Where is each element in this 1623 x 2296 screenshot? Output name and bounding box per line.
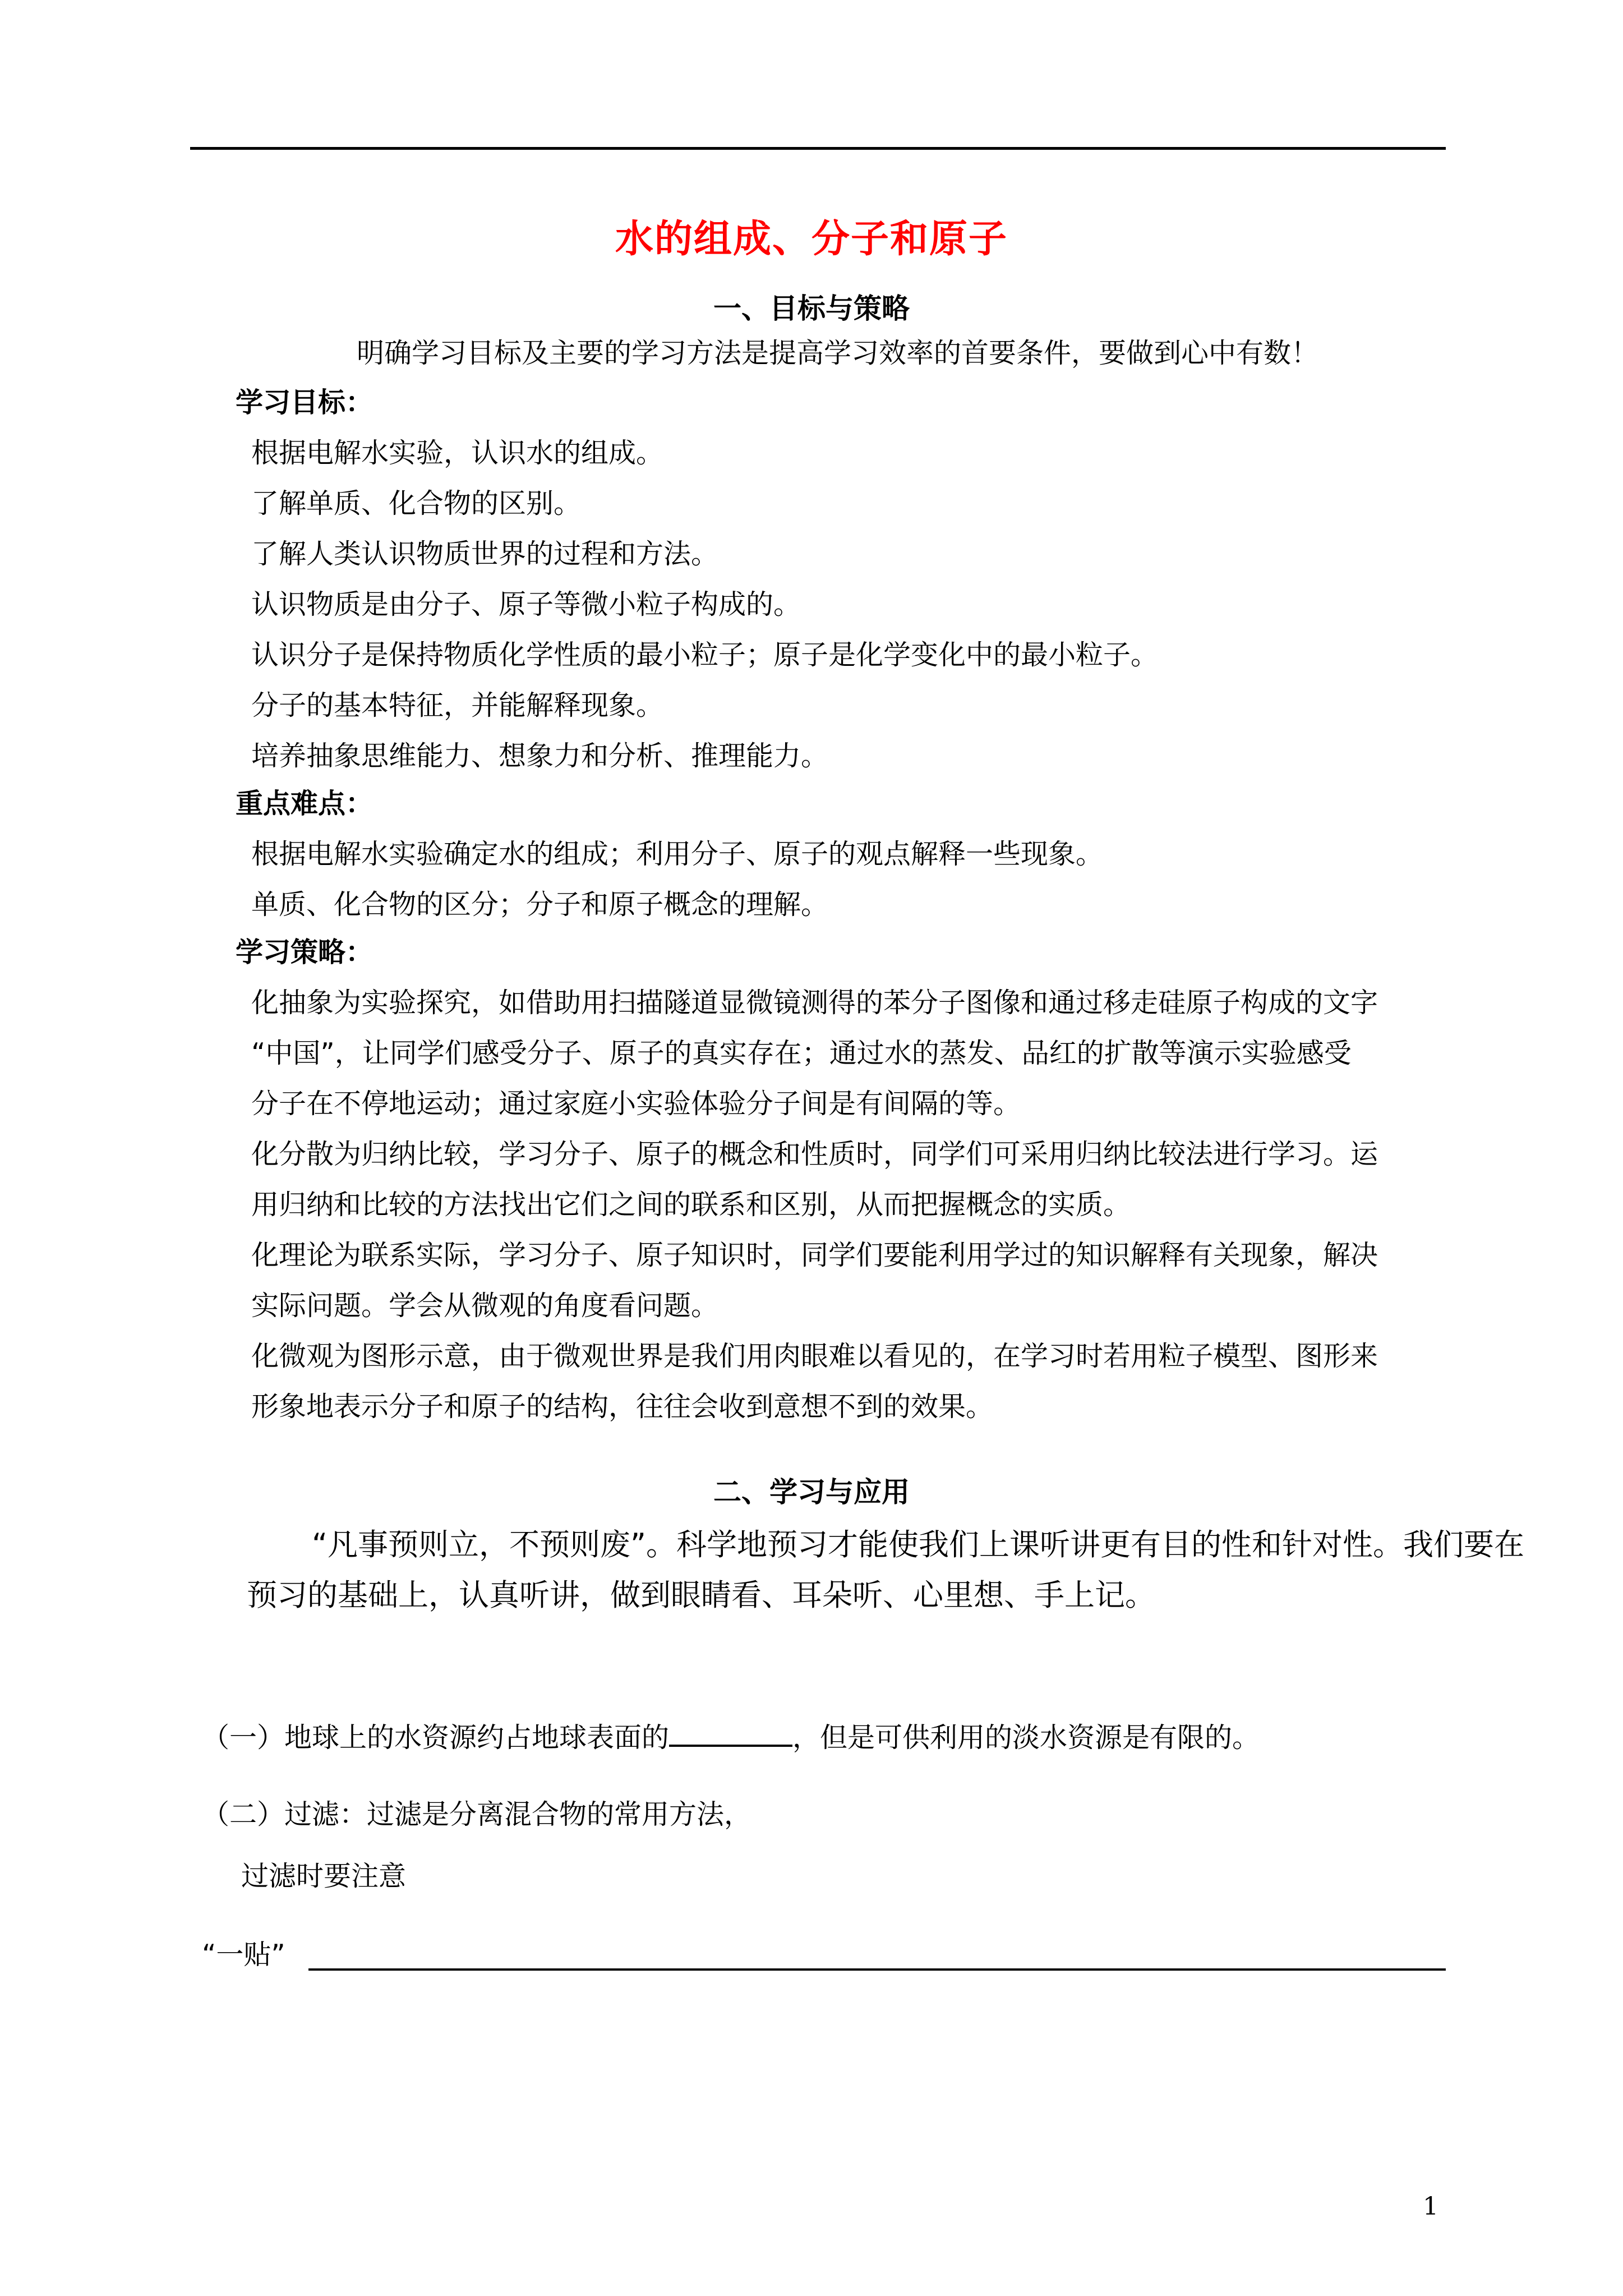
- strategy-line: 化微观为图形示意，由于微观世界是我们用肉眼难以看见的，在学习时若用粒子模型、图形来: [251, 1340, 1378, 1372]
- goal-item: 培养抽象思维能力、想象力和分析、推理能力。: [251, 740, 829, 772]
- strategy-line: 形象地表示分子和原子的结构，往往会收到意想不到的效果。: [251, 1391, 994, 1423]
- goal-item: 根据电解水实验，认识水的组成。: [251, 437, 664, 469]
- page-number: 1: [1423, 2192, 1438, 2221]
- quote-line: “凡事预则立，不预则废”。科学地预习才能使我们上课听讲更有目的性和针对性。我们要在: [312, 1527, 1524, 1562]
- goal-item: 分子的基本特征，并能解释现象。: [251, 689, 664, 721]
- section1-heading: 一、目标与策略: [713, 292, 910, 325]
- strategy-line: 分子在不停地运动；通过家庭小实验体验分子间是有间隔的等。: [251, 1088, 1021, 1120]
- question-2: （二）过滤：过滤是分离混合物的常用方法，: [202, 1798, 752, 1830]
- key-point-item: 单质、化合物的区分；分子和原子概念的理解。: [251, 889, 829, 921]
- goal-item: 了解人类认识物质世界的过程和方法。: [251, 538, 719, 570]
- key-point-item: 根据电解水实验确定水的组成；利用分子、原子的观点解释一些现象。: [251, 838, 1104, 870]
- strategy-line: 化分散为归纳比较，学习分子、原子的概念和性质时，同学们可采用归纳比较法进行学习。运: [251, 1138, 1378, 1170]
- goal-item: 了解单质、化合物的区别。: [251, 487, 582, 519]
- strategy-line: 实际问题。学会从微观的角度看问题。: [251, 1290, 719, 1322]
- question-1-prefix: （一）地球上的水资源约占地球表面的: [202, 1722, 670, 1754]
- goal-item: 认识分子是保持物质化学性质的最小粒子；原子是化学变化中的最小粒子。: [251, 639, 1159, 671]
- strategy-line: 化理论为联系实际，学习分子、原子知识时，同学们要能利用学过的知识解释有关现象，解决: [251, 1239, 1378, 1271]
- strategy-line: “中国”，让同学们感受分子、原子的真实存在；通过水的蒸发、品红的扩散等演示实验感受: [251, 1037, 1352, 1069]
- page-title: 水的组成、分子和原子: [615, 217, 1008, 261]
- answer-blank[interactable]: [669, 1722, 792, 1747]
- goal-item: 认识物质是由分子、原子等微小粒子构成的。: [251, 588, 801, 620]
- strategy-line: 用归纳和比较的方法找出它们之间的联系和区别，从而把握概念的实质。: [251, 1189, 1131, 1221]
- question-1-suffix: ，但是可供利用的淡水资源是有限的。: [792, 1722, 1260, 1754]
- strategy-line: 化抽象为实验探究，如借助用扫描隧道显微镜测得的苯分子图像和通过移走硅原子构成的文字: [251, 987, 1378, 1019]
- key-label: 重点难点：: [236, 788, 374, 820]
- filter-item-label: “一贴”: [202, 1939, 285, 1971]
- header-rule: [190, 147, 1446, 150]
- answer-line[interactable]: [308, 1968, 1446, 1971]
- section2-heading: 二、学习与应用: [713, 1476, 910, 1508]
- goals-label: 学习目标：: [236, 386, 374, 418]
- strategy-label: 学习策略：: [236, 936, 374, 968]
- question-1: [202, 1722, 1260, 1754]
- intro-text: 明确学习目标及主要的学习方法是提高学习效率的首要条件，要做到心中有数！: [357, 337, 1319, 369]
- question-2-sub: 过滤时要注意: [241, 1860, 407, 1892]
- quote-line: 预习的基础上，认真听讲，做到眼睛看、耳朵听、心里想、手上记。: [247, 1577, 1155, 1613]
